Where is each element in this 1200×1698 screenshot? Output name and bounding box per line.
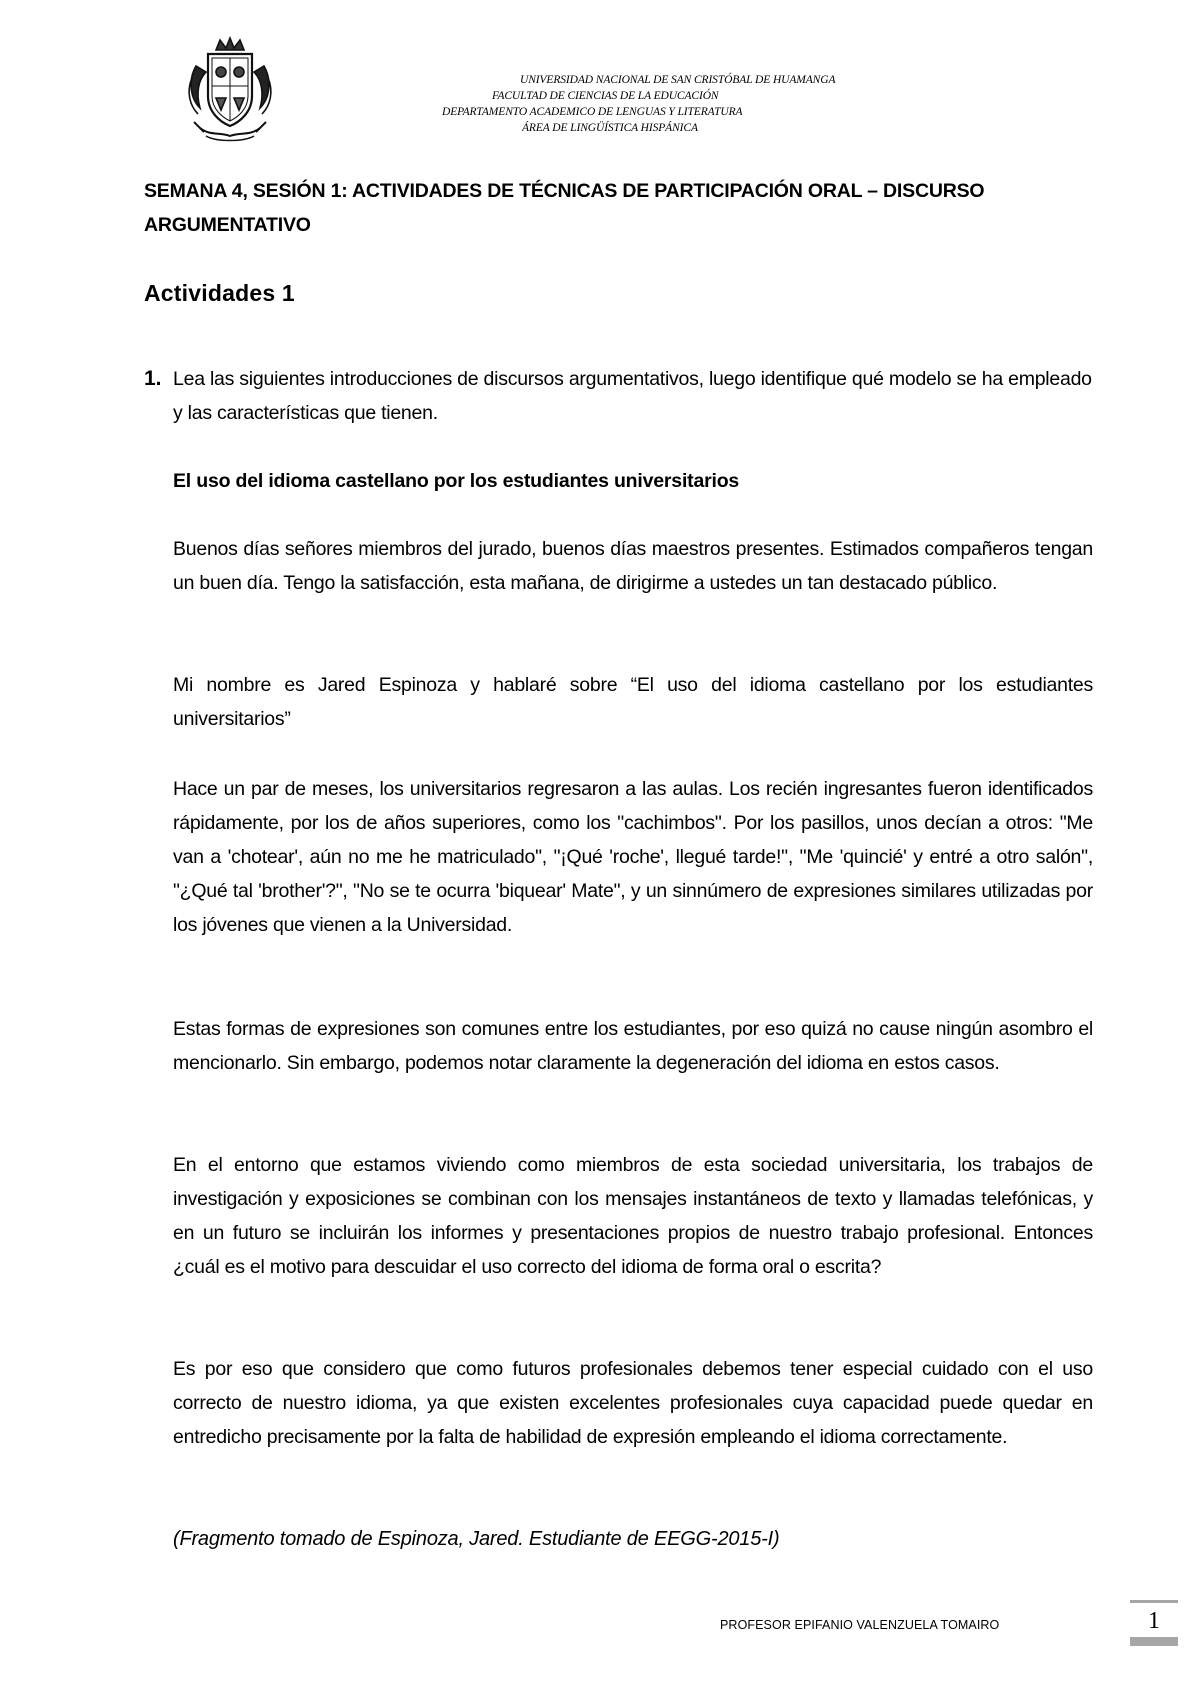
section-heading: Actividades 1 (144, 280, 295, 306)
university-crest-icon (186, 36, 274, 144)
area-name: ÁREA DE LINGÜÍSTICA HISPÁNICA (522, 122, 698, 134)
speech-paragraph: Es por eso que considero que como futuros profesionales debemos tener especial cuidado con el uso correcto de nuestro idioma, ya que existen excelentes profesionales cuya capacidad puede quedar en entredicho precisamente por la falta de habilidad de expresión empleando el idioma correctamente. (173, 1358, 1093, 1448)
footer-author: PROFESOR EPIFANIO VALENZUELA TOMAIRO (720, 1618, 1000, 1632)
page-rule-bottom (1130, 1637, 1178, 1646)
university-name: UNIVERSIDAD NACIONAL DE SAN CRISTÓBAL DE HUAMANGA (520, 74, 836, 86)
item-instruction: Lea las siguientes introducciones de discursos argumentativos, luego identifique qué modelo se ha empleado y las características que tienen. (173, 368, 1092, 424)
item-number: 1. (144, 367, 162, 390)
speech-paragraph: En el entorno que estamos viviendo como miembros de esta sociedad universitaria, los trabajos de investigación y exposiciones se combinan con los mensajes instantáneos de texto y llamadas telefónicas, y en un futuro se incluirán los informes y presentaciones propios de nuestro trabajo profesional. Entonces ¿cuál es el motivo para descuidar el uso correcto del idioma de forma oral o escrita? (173, 1154, 1093, 1278)
speech-paragraph: Hace un par de meses, los universitarios regresaron a las aulas. Los recién ingresantes fueron identificados rápidamente, por los de años superiores, como los "cachimbos". Por los pasillos, unos decían a otros: "Me van a 'chotear', aún no me he matriculado", "¡Qué 'roche', llegué tarde!", "Me 'quincié' y entré a otro salón", "¿Qué tal 'brother'?", "No se te ocurra 'biquear' Mate", y un sinnúmero de expresiones similares utilizadas por los jóvenes que vienen a la Universidad. (173, 778, 1093, 936)
session-title: SEMANA 4, SESIÓN 1: ACTIVIDADES DE TÉCNICAS DE PARTICIPACIÓN ORAL – DISCURSO ARGUMENTATIVO (144, 180, 985, 236)
page-number-box (1130, 1600, 1178, 1646)
speech-title: El uso del idioma castellano por los estudiantes universitarios (173, 470, 740, 492)
page-number: 1 (1148, 1608, 1160, 1634)
page-rule-top (1130, 1600, 1178, 1603)
speech-paragraph: Estas formas de expresiones son comunes entre los estudiantes, por eso quizá no cause ningún asombro el mencionarlo. Sin embargo, podemos notar claramente la degeneración del idioma en estos casos. (173, 1018, 1093, 1074)
department-name: DEPARTAMENTO ACADEMICO DE LENGUAS Y LITERATURA (442, 106, 743, 118)
speech-paragraph: Buenos días señores miembros del jurado, buenos días maestros presentes. Estimados compañeros tengan un buen día. Tengo la satisfacción, esta mañana, de dirigirme a ustedes un tan destacado público. (173, 538, 1093, 594)
speech-paragraph: Mi nombre es Jared Espinoza y hablaré sobre “El uso del idioma castellano por los estudiantes universitarios” (173, 674, 1093, 730)
source-note: (Fragmento tomado de Espinoza, Jared. Estudiante de EEGG-2015-I) (173, 1528, 780, 1550)
faculty-name: FACULTAD DE CIENCIAS DE LA EDUCACIÓN (492, 90, 719, 102)
